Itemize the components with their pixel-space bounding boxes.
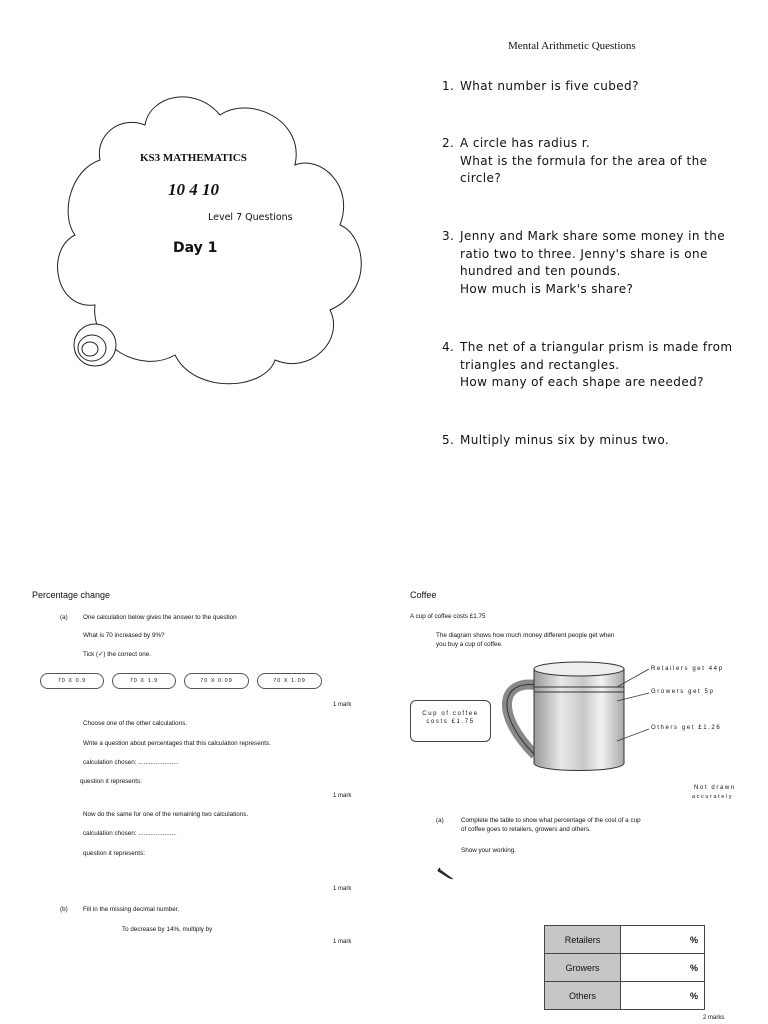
option-3[interactable]: 70 X 0.09	[184, 673, 249, 689]
write-text: Write a question about percentages that this calculation represents.	[83, 740, 271, 747]
represents-2[interactable]: question it represents:	[83, 850, 145, 857]
complete-text-2: of coffee goes to retailers, growers and others.	[461, 826, 591, 833]
row-label-others: Others	[545, 982, 621, 1010]
day-label: Day 1	[173, 240, 218, 256]
level-label: Level 7 Questions	[208, 212, 293, 223]
row-label-growers: Growers	[545, 954, 621, 982]
percentage-title: Percentage change	[32, 590, 111, 600]
mental-title: Mental Arithmetic Questions	[508, 40, 636, 52]
others-label: Others get £1.26	[651, 725, 722, 731]
answer-cell-others[interactable]: %	[621, 982, 705, 1010]
diagram-text-1: The diagram shows how much money different people get when	[436, 632, 615, 639]
question-5: 5. Multiply minus six by minus two.	[442, 433, 670, 447]
tick-instruction: Tick (✓) the correct one.	[83, 651, 152, 658]
not-drawn-1: Not drawn	[694, 785, 736, 791]
coffee-title: Coffee	[410, 590, 437, 600]
question-1: 1. What number is five cubed?	[442, 79, 639, 93]
complete-text-1: Complete the table to show what percentage of the cost of a cup	[461, 817, 641, 824]
answer-cell-retailers[interactable]: %	[621, 926, 705, 954]
part-a-label: (a)	[60, 614, 68, 621]
now-text: Now do the same for one of the remaining two calculations.	[83, 811, 249, 818]
coffee-part-a: (a)	[436, 817, 444, 824]
cost-callout: Cup of coffee costs £1.75	[410, 700, 491, 742]
question-4: 4. The net of a triangular prism is made from triangles and rectangles. How many of each shape are needed?	[442, 340, 733, 389]
option-4[interactable]: 70 X 1.09	[257, 673, 322, 689]
option-2[interactable]: 70 X 1.9	[112, 673, 176, 689]
calc-chosen-1[interactable]: calculation chosen: .......................	[83, 759, 179, 766]
marks-label: 2 marks	[703, 1015, 725, 1021]
mark-2: 1 mark	[333, 793, 352, 799]
pencil-icon	[437, 866, 455, 880]
row-label-retailers: Retailers	[545, 926, 621, 954]
decrease-text: To decrease by 14%, multiply by	[122, 926, 213, 933]
choose-text: Choose one of the other calculations.	[83, 720, 187, 727]
label-leaders	[615, 665, 655, 745]
option-1[interactable]: 70 X 0.9	[40, 673, 104, 689]
intro-text: One calculation below gives the answer to the question	[83, 614, 237, 621]
course-title: KS3 MATHEMATICS	[140, 152, 247, 164]
paper-code: 10 4 10	[168, 180, 219, 199]
working-text: Show your working.	[461, 847, 516, 854]
percentage-table	[544, 925, 705, 1010]
answer-cell-growers[interactable]: %	[621, 954, 705, 982]
represents-1[interactable]: question it represents:	[80, 778, 142, 785]
question-2: 2. A circle has radius r. What is the formula for the area of the circle?	[442, 136, 708, 185]
table-row	[545, 982, 705, 1010]
mark-4: 1 mark	[333, 939, 352, 945]
growers-label: Growers get 5p	[651, 689, 715, 695]
question-3: 3. Jenny and Mark share some money in the ratio two to three. Jenny's share is one hundred and ten pounds. How much is Mark's share?	[442, 229, 725, 296]
part-b-label: (b)	[60, 906, 68, 913]
mark-1: 1 mark	[333, 702, 352, 708]
cost-line: A cup of coffee costs £1.75	[410, 613, 486, 620]
table-row	[545, 926, 705, 954]
diagram-text-2: you buy a cup of coffee.	[436, 641, 503, 648]
fill-text: Fill in the missing decimal number.	[83, 906, 180, 913]
retailers-label: Retailers get 44p	[651, 666, 724, 672]
table-row	[545, 954, 705, 982]
cover-cloud	[0, 0, 384, 420]
mark-3: 1 mark	[333, 886, 352, 892]
question-text: What is 70 increased by 9%?	[83, 632, 165, 639]
calc-chosen-2[interactable]: calculation chosen: ......................	[83, 830, 177, 837]
not-drawn-2: accurately	[692, 794, 734, 800]
